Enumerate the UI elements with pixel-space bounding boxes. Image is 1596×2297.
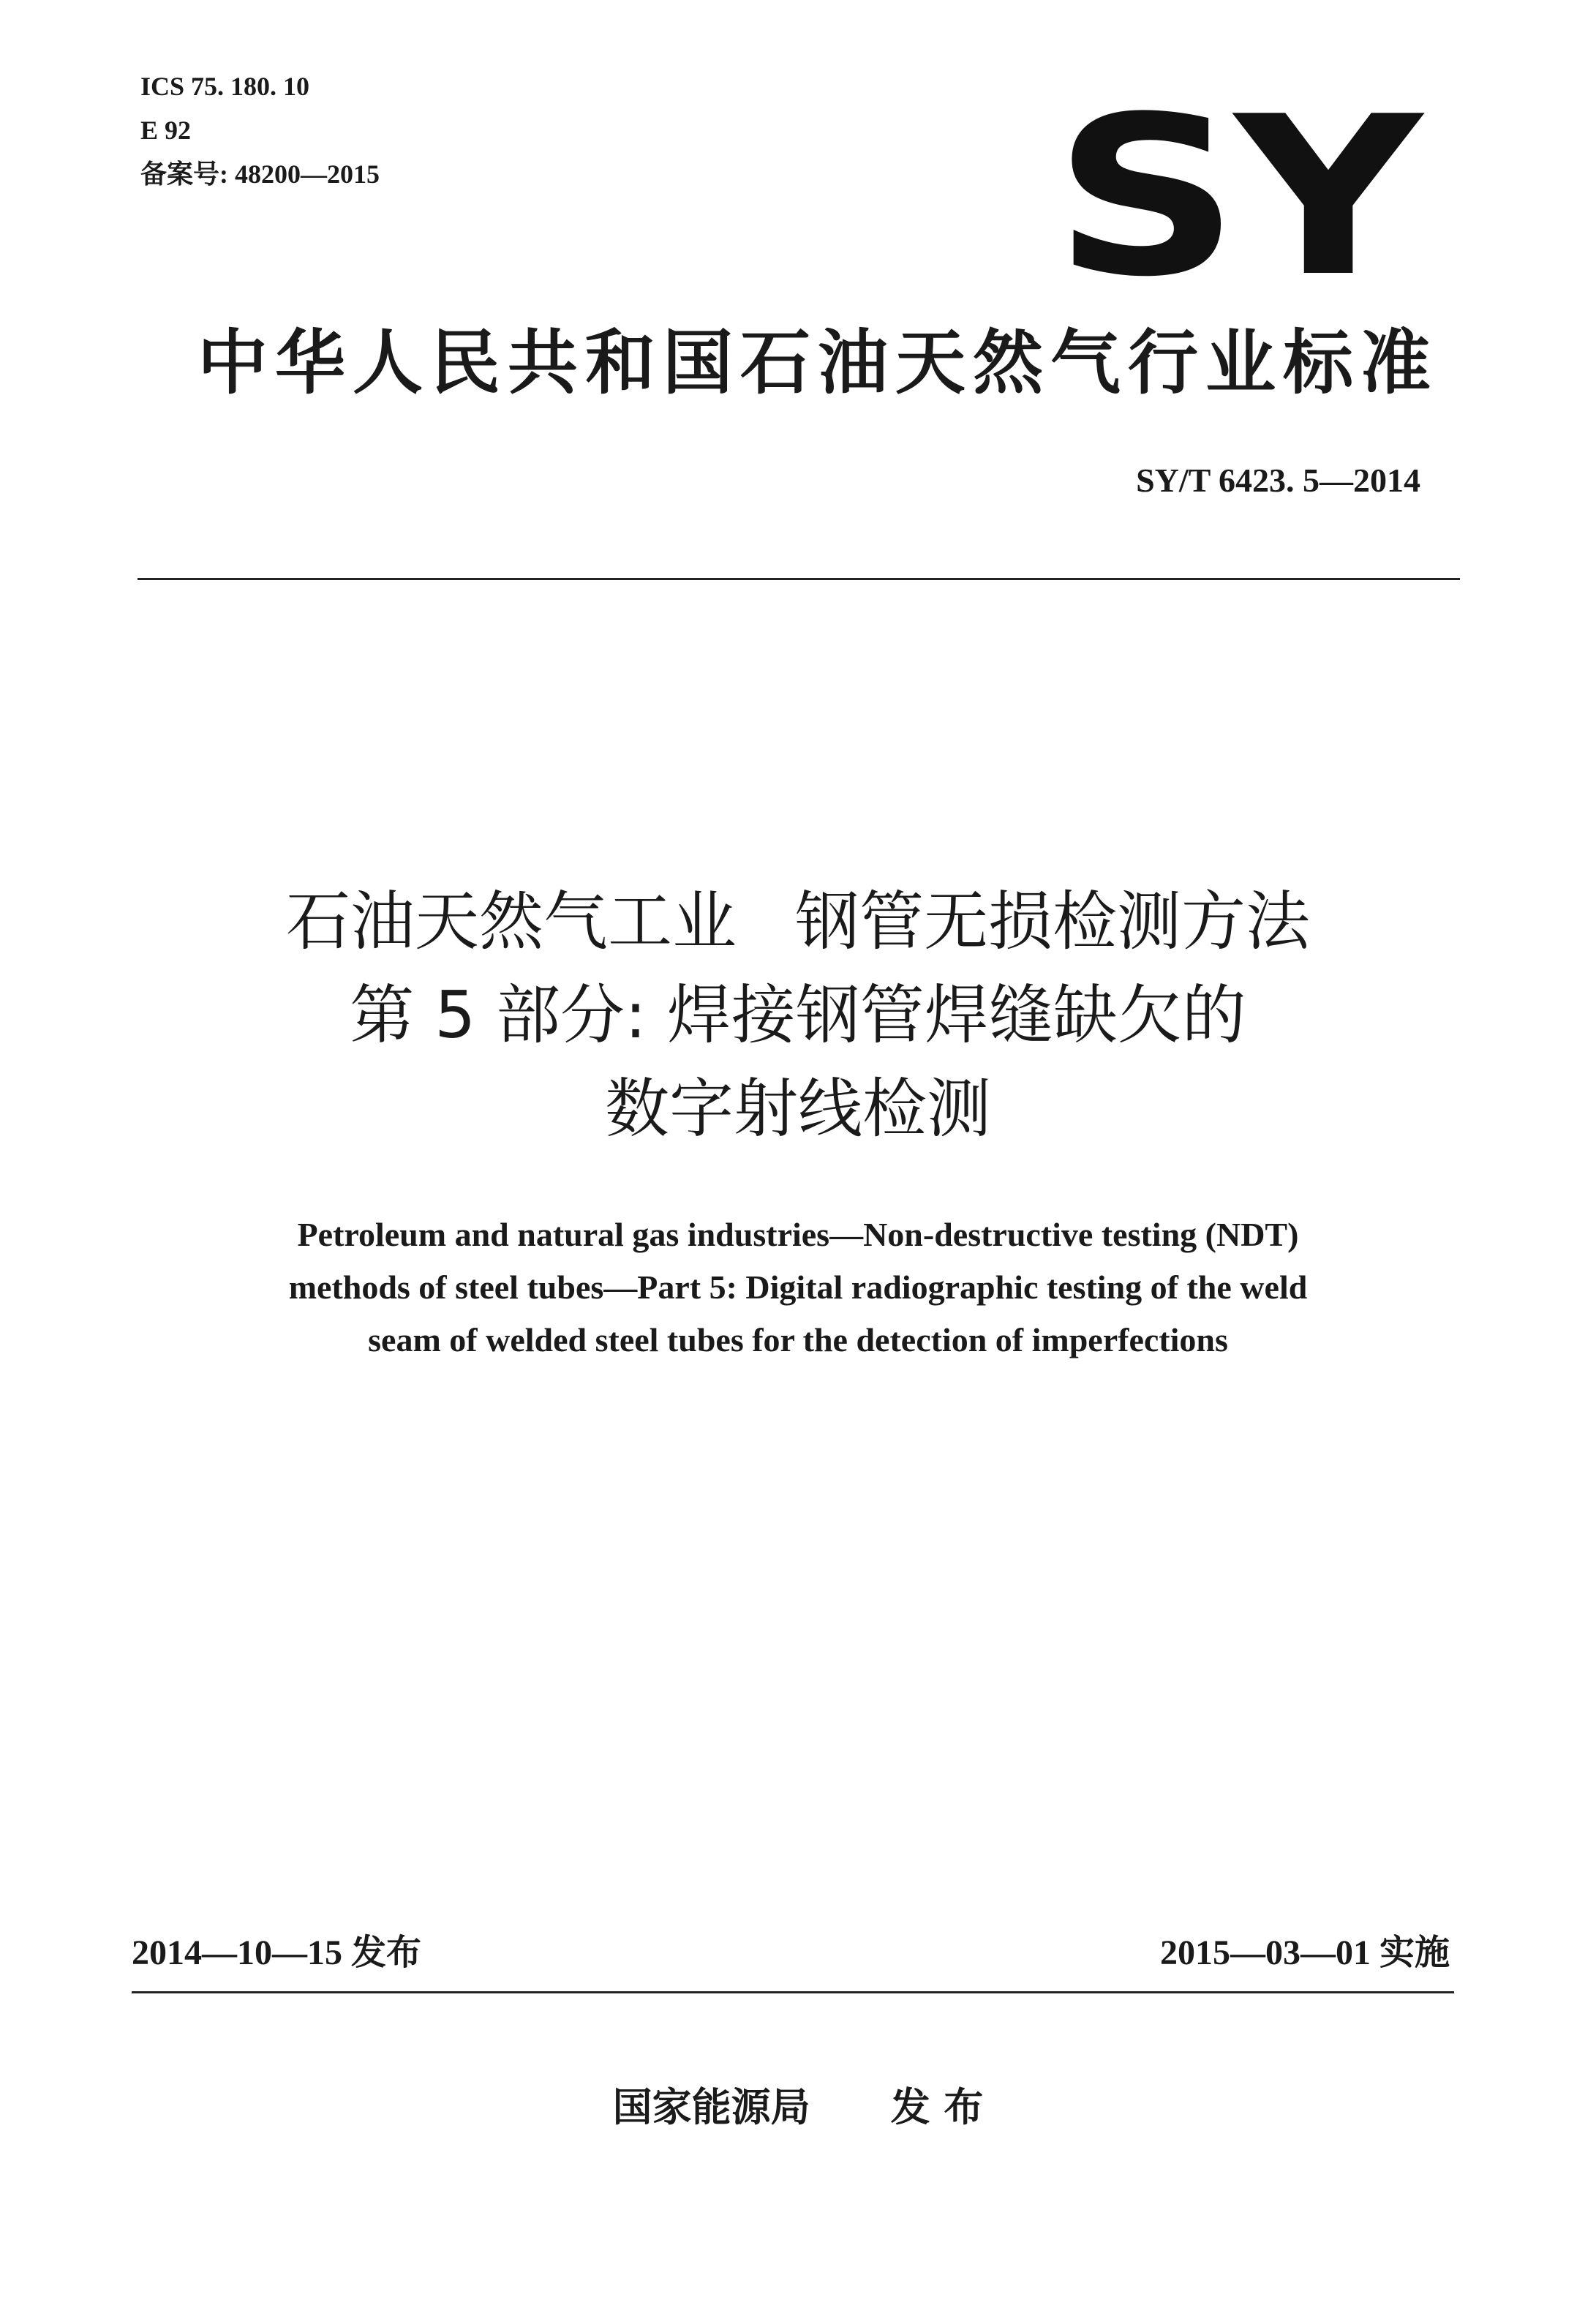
chinese-title-line-3: 数字射线检测	[604, 1071, 991, 1146]
english-title-line-2: methods of steel tubes—Part 5: Digital radiographic testing of the weld	[288, 1268, 1308, 1306]
chinese-title-line-1	[0, 875, 1596, 969]
ics-code: ICS 75. 180. 10	[140, 72, 310, 101]
bottom-divider	[132, 1991, 1454, 1993]
english-title-line-1: Petroleum and natural gas industries—Non-destructive testing (NDT)	[297, 1216, 1299, 1253]
classification-code: E 92	[140, 116, 192, 145]
issuer-name: 国家能源局	[612, 2084, 810, 2130]
issuer-action: 发 布	[890, 2084, 984, 2130]
chinese-title-line-1-part-1: 石油天然气工业	[285, 884, 737, 959]
standard-category: 中华人民共和国石油天然气行业标准	[197, 322, 1438, 404]
standard-number: SY/T 6423. 5—2014	[1136, 462, 1420, 499]
implementation-date: 2015—03—01 实施	[1159, 1933, 1450, 1972]
chinese-title	[0, 875, 1596, 1156]
english-title	[0, 1208, 1596, 1366]
sy-logo: SY	[1053, 69, 1418, 325]
filing-number: 备案号: 48200—2015	[140, 159, 380, 189]
standard-metadata	[140, 64, 380, 196]
chinese-title-line-1-part-2: 钢管无损检测方法	[795, 884, 1311, 959]
issue-date: 2014—10—15 发布	[132, 1933, 422, 1972]
issuer-line	[0, 2076, 1596, 2132]
english-title-line-3: seam of welded steel tubes for the detection of imperfections	[368, 1321, 1228, 1358]
chinese-title-line-2: 第 5 部分: 焊接钢管焊缝缺欠的	[350, 977, 1246, 1053]
top-divider	[138, 578, 1460, 580]
